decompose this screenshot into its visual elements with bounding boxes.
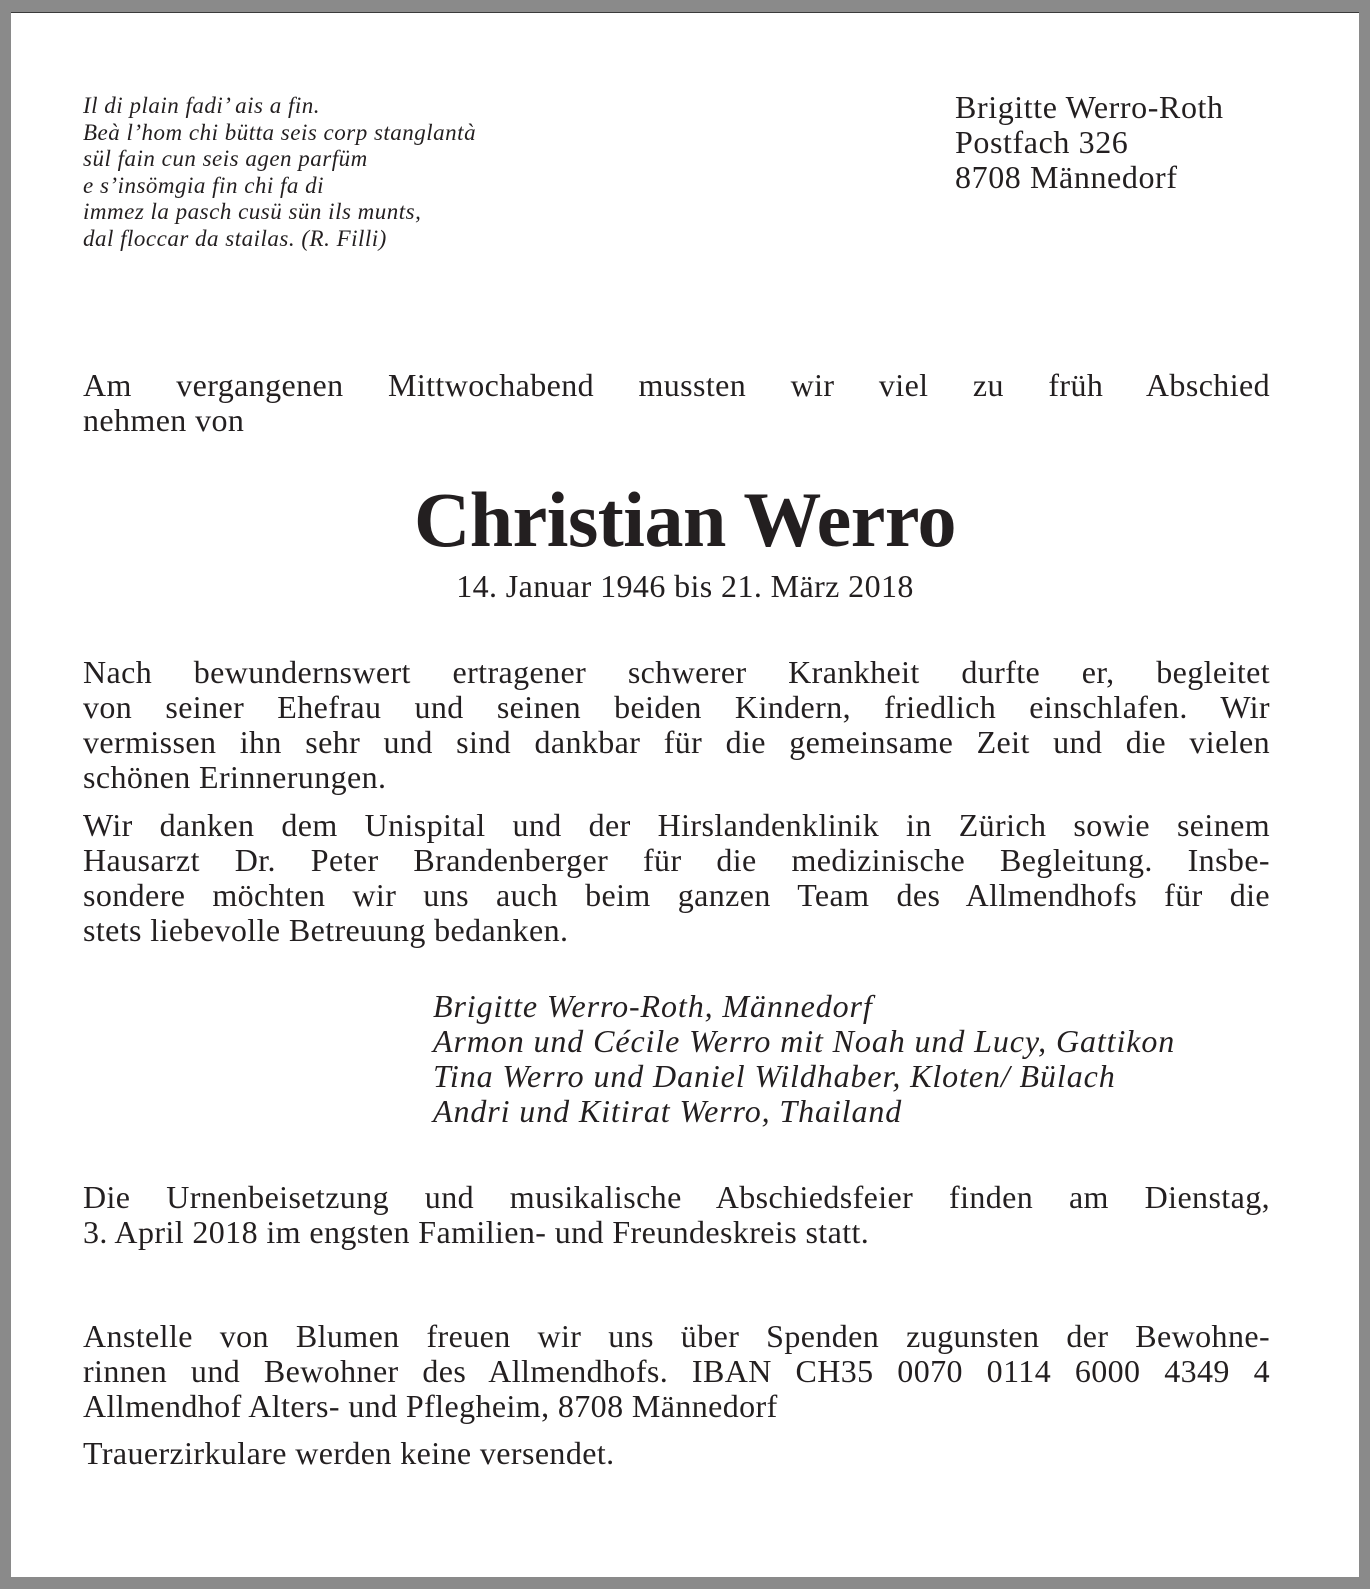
text-line: 3. April 2018 im engsten Familien- und Freundeskreis statt.: [83, 1214, 870, 1250]
text-line: rinnen und Bewohner des Allmendhofs. IBAN CH35 0070 0114 6000 4349 4: [83, 1354, 1270, 1389]
illness-paragraph: [83, 655, 1270, 795]
ceremony-paragraph: [83, 1180, 1270, 1250]
text-line: nehmen von: [83, 402, 245, 438]
text-line: sondere möchten wir uns auch beim ganzen Team des Allmendhofs für die: [83, 878, 1270, 913]
poem-line: sül fain cun seis agen parfüm: [83, 146, 368, 171]
text-line: Die Urnenbeisetzung und musikalische Abschiedsfeier finden am Dienstag,: [83, 1180, 1270, 1215]
text-line: Am vergangenen Mittwochabend mussten wir viel zu früh Abschied: [83, 368, 1270, 403]
text-line: Anstelle von Blumen freuen wir uns über Spenden zugunsten der Bewohne-: [83, 1319, 1270, 1354]
obituary-notice: [11, 12, 1359, 1577]
text-line: vermissen ihn sehr und sind dankbar für die gemeinsame Zeit und die vielen: [83, 725, 1270, 760]
poem-quote: [83, 93, 603, 252]
address-name: Brigitte Werro-Roth: [955, 89, 1224, 125]
text-line: Allmendhof Alters- und Pflegheim, 8708 Männedorf: [83, 1388, 778, 1424]
poem-line: immez la pasch cusü sün ils munts,: [83, 199, 422, 224]
text-line: von seiner Ehefrau und seinen beiden Kindern, friedlich einschlafen. Wir: [83, 690, 1270, 725]
poem-line: Il di plain fadi’ ais a fin.: [83, 93, 320, 118]
life-dates: 14. Januar 1946 bis 21. März 2018: [456, 568, 914, 604]
text-line: Hausarzt Dr. Peter Brandenberger für die medizinische Begleitung. Insbe-: [83, 843, 1270, 878]
poem-line: e s’insömgia fin chi fa di: [83, 172, 325, 198]
deceased-name: Christian Werro: [413, 476, 957, 563]
poem-line: Beà l’hom chi bütta seis corp stanglantà: [83, 119, 477, 145]
address-city: 8708 Männedorf: [955, 159, 1178, 195]
mourners-list: [433, 989, 1313, 1129]
text-line: Trauerzirkulare werden keine versendet.: [83, 1435, 615, 1471]
contact-address: [955, 90, 1355, 195]
text-line: stets liebevolle Betreuung bedanken.: [83, 912, 569, 948]
closing-note: [83, 1436, 1270, 1471]
poem-line: dal floccar da stailas. (R. Filli): [83, 225, 387, 251]
mourner-entry: Andri und Kitirat Werro, Thailand: [433, 1093, 903, 1129]
intro-paragraph: [83, 368, 1270, 438]
mourner-entry: Brigitte Werro-Roth, Männedorf: [433, 988, 873, 1024]
text-line: Nach bewundernswert ertragener schwerer Krankheit durfte er, begleitet: [83, 655, 1270, 690]
donation-paragraph: [83, 1319, 1270, 1424]
mourner-entry: Tina Werro und Daniel Wildhaber, Kloten/ Bülach: [433, 1058, 1116, 1094]
address-po-box: Postfach 326: [955, 124, 1129, 160]
text-line: schönen Erinnerungen.: [83, 759, 387, 795]
mourner-entry: Armon und Cécile Werro mit Noah und Lucy, Gattikon: [433, 1023, 1176, 1059]
text-line: Wir danken dem Unispital und der Hirslandenklinik in Zürich sowie seinem: [83, 808, 1270, 843]
thanks-paragraph: [83, 808, 1270, 948]
